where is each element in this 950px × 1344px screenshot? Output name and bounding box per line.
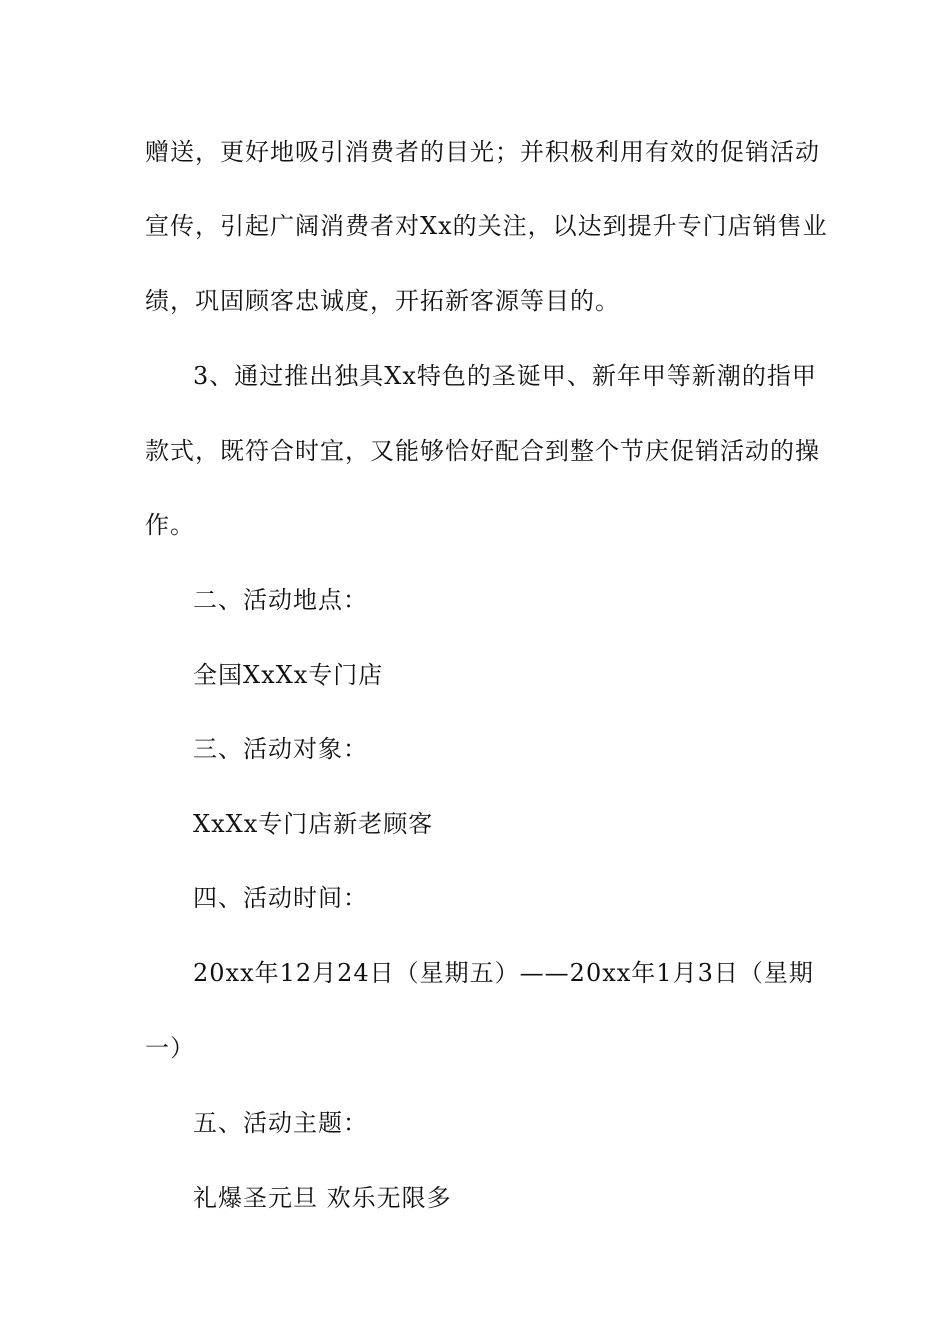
paragraph-line: 绩，巩固顾客忠诚度，开拓新客源等目的。 <box>145 287 620 315</box>
paragraph-line: 礼爆圣元旦 欢乐无限多 <box>193 1184 452 1212</box>
paragraph-line: 作。 <box>145 511 195 539</box>
paragraph-line: 一） <box>145 1034 195 1062</box>
paragraph-line: 全国XxXx专门店 <box>193 661 384 689</box>
paragraph-line: 3、通过推出独具Xx特色的圣诞甲、新年甲等新潮的指甲 <box>193 362 817 390</box>
paragraph-line: 款式，既符合时宜，又能够恰好配合到整个节庆促销活动的操 <box>145 437 820 465</box>
paragraph-line: 赠送，更好地吸引消费者的目光；并积极利用有效的促销活动 <box>145 138 820 166</box>
paragraph-line: 宣传，引起广阔消费者对Xx的关注，以达到提升专门店销售业 <box>145 212 828 240</box>
paragraph-line: XxXx专门店新老顾客 <box>193 810 434 838</box>
section-heading: 三、活动对象： <box>193 735 368 763</box>
section-heading: 二、活动地点： <box>193 586 368 614</box>
section-heading: 五、活动主题： <box>193 1109 368 1137</box>
paragraph-line: 20xx年12月24日（星期五）——20xx年1月3日（星期 <box>193 959 814 987</box>
section-heading: 四、活动时间： <box>193 884 368 912</box>
